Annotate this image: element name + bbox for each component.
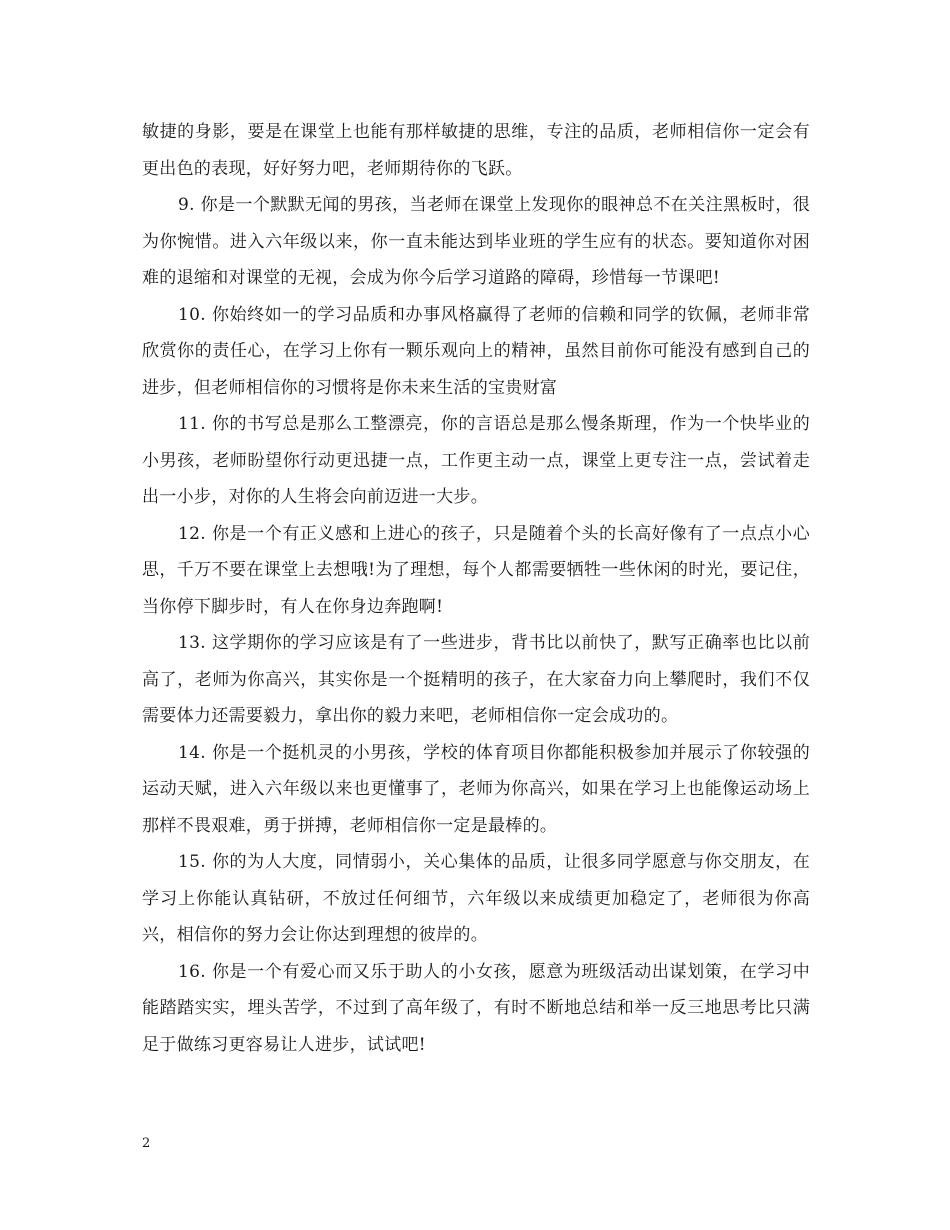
paragraph-comment-10: 10. 你始终如一的学习品质和办事风格赢得了老师的信赖和同学的钦佩，老师非常欣赏你的责任心，在学习上你有一颗乐观向上的精神，虽然目前你可能没有感到自己的进步，但老师相信你的习惯将是你未来生活的宝贵财富 [142,304,810,398]
paragraph-comment-13: 13. 这学期你的学习应该是有了一些进步，背书比以前快了，默写正确率也比以前高了，老师为你高兴，其实你是一个挺精明的孩子，在大家奋力向上攀爬时，我们不仅需要体力还需要毅力，拿出你的毅力来吧，老师相信你一定会成功的。 [142,633,810,726]
paragraph-comment-14: 14. 你是一个挺机灵的小男孩，学校的体育项目你都能积极参加并展示了你较强的运动天赋，进入六年级以来也更懂事了，老师为你高兴，如果在学习上也能像运动场上那样不畏艰难，勇于拼搏，老师相信你一定是最棒的。 [142,742,810,836]
paragraph-comment-15: 15. 你的为人大度，同情弱小，关心集体的品质，让很多同学愿意与你交朋友，在学习上你能认真钻研，不放过任何细节，六年级以来成绩更加稳定了，老师很为你高兴，相信你的努力会让你达到理想的彼岸的。 [142,852,810,945]
paragraph-continuation: 敏捷的身影，要是在课堂上也能有那样敏捷的思维，专注的品质，老师相信你一定会有更出色的表现，好好努力吧，老师期待你的飞跃。 [142,122,810,179]
paragraph-comment-9: 9. 你是一个默默无闻的男孩，当老师在课堂上发现你的眼神总不在关注黑板时，很为你惋惜。进入六年级以来，你一直未能达到毕业班的学生应有的状态。要知道你对困难的退缩和对课堂的无视，会成为你今后学习道路的障碍，珍惜每一节课吧! [142,195,810,288]
document-body [142,114,810,1063]
paragraph-comment-16: 16. 你是一个有爱心而又乐于助人的小女孩，愿意为班级活动出谋划策，在学习中能踏踏实实，埋头苦学，不过到了高年级了，有时不断地总结和举一反三地思考比只满足于做练习更容易让人进步，试试吧! [142,961,810,1055]
paragraph-comment-12: 12. 你是一个有正义感和上进心的孩子，只是随着个头的长高好像有了一点点小心思，千万不要在课堂上去想哦!为了理想，每个人都需要牺牲一些休闲的时光，要记住，当你停下脚步时，有人在你身边奔跑啊! [142,523,810,617]
paragraph-comment-11: 11. 你的书写总是那么工整漂亮，你的言语总是那么慢条斯理，作为一个快毕业的小男孩，老师盼望你行动更迅捷一点，工作更主动一点，课堂上更专注一点，尝试着走出一小步，对你的人生将会向前迈进一大步。 [142,414,810,507]
page-number: 2 [142,1136,151,1151]
